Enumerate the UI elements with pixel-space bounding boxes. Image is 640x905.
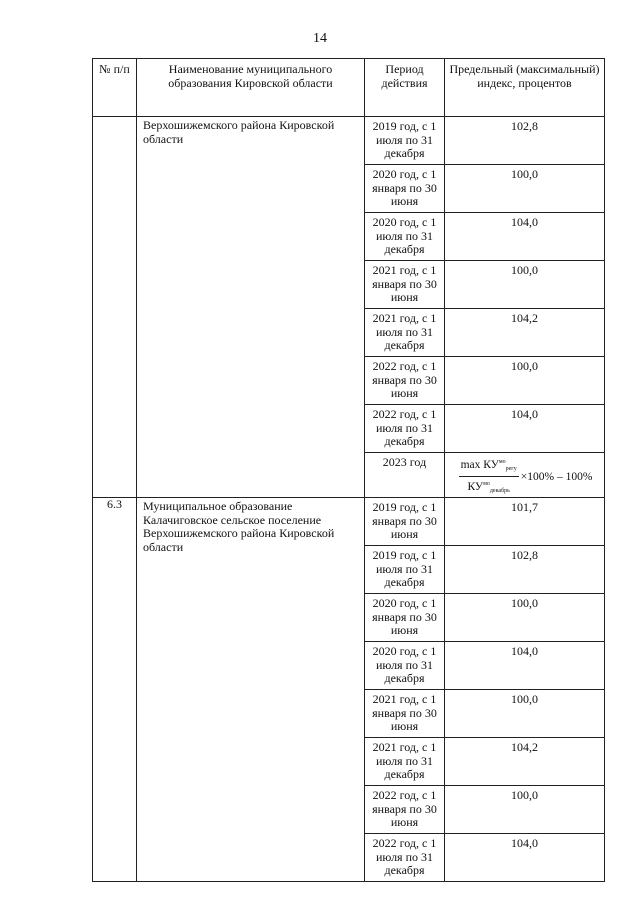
index-value-cell: 100,0 xyxy=(445,786,605,834)
period-cell: 2019 год, с 1 января по 30 июня xyxy=(365,498,445,546)
period-cell: 2023 год xyxy=(365,453,445,498)
index-value-cell: 100,0 xyxy=(445,261,605,309)
index-value-cell: 102,8 xyxy=(445,546,605,594)
tariff-index-table xyxy=(92,58,605,882)
page-number: 14 xyxy=(313,31,327,46)
formula-numerator xyxy=(459,456,519,477)
index-value-cell: 104,0 xyxy=(445,642,605,690)
period-cell: 2022 год, с 1 июля по 31 декабря xyxy=(365,834,445,882)
municipality-name: Муниципальное образование Калачиговское сельское поселение Верхошижемского района Кировской области xyxy=(137,498,365,882)
row-number: 6.3 xyxy=(93,498,137,882)
index-value-cell: 100,0 xyxy=(445,690,605,738)
index-value-cell: 100,0 xyxy=(445,594,605,642)
period-cell: 2020 год, с 1 июля по 31 декабря xyxy=(365,642,445,690)
numerator-sup: мо xyxy=(498,459,506,465)
period-cell: 2020 год, с 1 июля по 31 декабря xyxy=(365,213,445,261)
index-value-cell: 102,8 xyxy=(445,117,605,165)
formula-tail: ×100% – 100% xyxy=(520,470,593,483)
period-cell: 2022 год, с 1 января по 30 июня xyxy=(365,786,445,834)
row-number xyxy=(93,117,137,498)
formula-fraction xyxy=(459,456,519,497)
municipality-name: Верхошижемского района Кировской области xyxy=(137,117,365,498)
index-value-cell: 104,2 xyxy=(445,309,605,357)
table-body xyxy=(93,117,605,882)
period-cell: 2021 год, с 1 января по 30 июня xyxy=(365,261,445,309)
header-municipality: Наименование муниципального образования Кировской области xyxy=(137,59,365,117)
index-value-cell: 100,0 xyxy=(445,357,605,405)
period-cell: 2022 год, с 1 июля по 31 декабря xyxy=(365,405,445,453)
table-row xyxy=(93,498,605,546)
period-cell: 2019 год, с 1 июля по 31 декабря xyxy=(365,546,445,594)
period-cell: 2021 год, с 1 января по 30 июня xyxy=(365,690,445,738)
table-header-row xyxy=(93,59,605,117)
denominator-sup: мо xyxy=(483,481,490,487)
numerator-main: max КУ xyxy=(460,459,499,471)
denominator-main: КУ xyxy=(467,481,484,493)
numerator-sub: регу xyxy=(505,466,517,472)
period-cell: 2020 год, с 1 января по 30 июня xyxy=(365,594,445,642)
header-number: № п/п xyxy=(93,59,137,117)
index-formula xyxy=(445,456,604,497)
index-value-cell: 100,0 xyxy=(445,165,605,213)
table-row xyxy=(93,117,605,165)
period-cell: 2020 год, с 1 января по 30 июня xyxy=(365,165,445,213)
index-value-cell: 104,0 xyxy=(445,213,605,261)
denominator-sub: декабрь xyxy=(489,488,510,494)
index-value-cell: 104,0 xyxy=(445,834,605,882)
index-value-cell: 104,2 xyxy=(445,738,605,786)
header-period: Период действия xyxy=(365,59,445,117)
period-cell: 2022 год, с 1 января по 30 июня xyxy=(365,357,445,405)
period-cell: 2019 год, с 1 июля по 31 декабря xyxy=(365,117,445,165)
header-index: Предельный (максимальный) индекс, процентов xyxy=(445,59,605,117)
period-cell: 2021 год, с 1 июля по 31 декабря xyxy=(365,309,445,357)
period-cell: 2021 год, с 1 июля по 31 декабря xyxy=(365,738,445,786)
index-value-cell: 101,7 xyxy=(445,498,605,546)
formula-denominator xyxy=(465,477,511,497)
index-formula-cell xyxy=(445,453,605,498)
index-value-cell: 104,0 xyxy=(445,405,605,453)
